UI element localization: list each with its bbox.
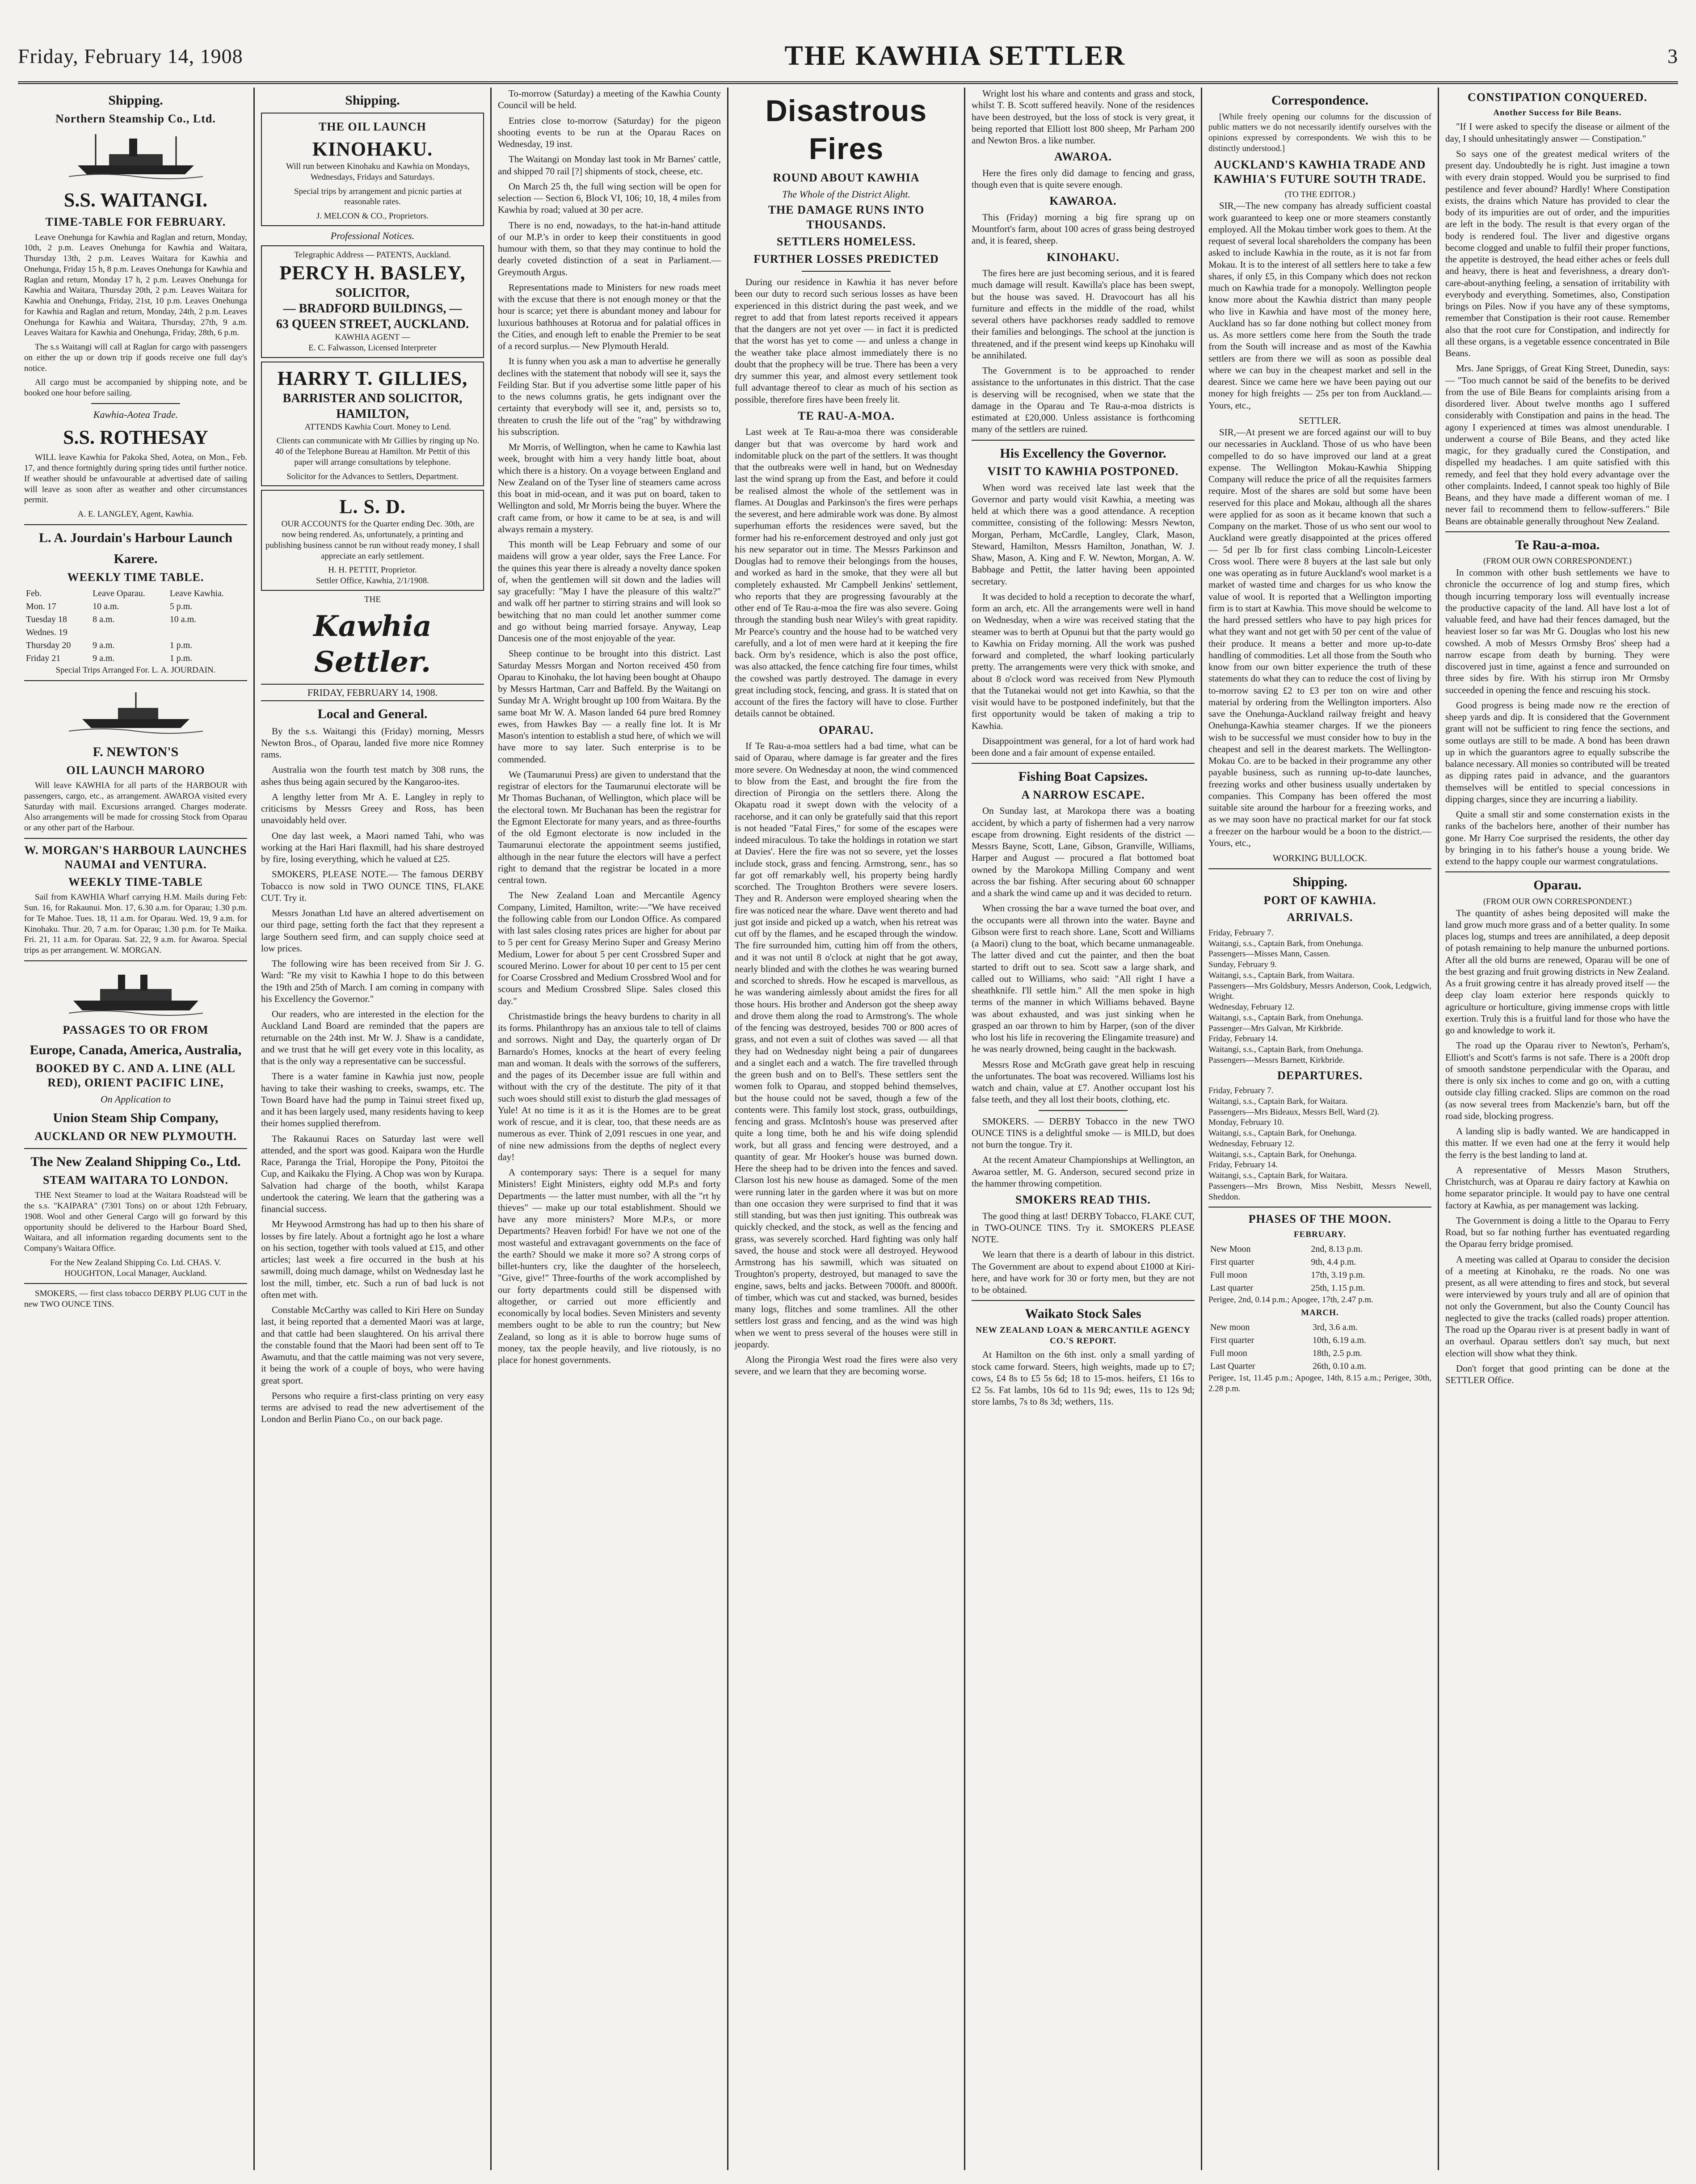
- shipping-heading: Shipping.: [345, 93, 400, 108]
- masthead-rule: [18, 81, 1678, 84]
- liner-illustration: [69, 966, 203, 1019]
- local-item: Entries close to-morrow (Saturday) for the pigeon shooting events to be run at the Oparau Races on Wednesday, 19 inst.: [498, 115, 721, 149]
- lsd-ad: [261, 490, 484, 591]
- table-cell: 26th, 0.10 a.m.: [1312, 1361, 1366, 1371]
- local-item: Australia won the fourth test match by 308 runs, the ashes thus being again secured by the Kangaroo-ites.: [261, 764, 484, 787]
- basley-ad: [261, 245, 484, 358]
- bile-beans-paragraph: So says one of the greatest medical writers of the present day. Undoubtedly he is right. Just imagine a town with every drain stopped. Would you be surprised to find pestilence and fever abound? Hardly! Where Constipation exists, the drains which Nature has provided to clear the body of its impurities are out of order, and the impurities are left in the body. The result is that every organ of the body is rendered foul. The liver and digestive organs become clogged and unable to fulfil their proper functions, the appetite is destroyed, the head either aches or feels dull and heavy, there is heat and feverishness, a dreary don't-care-about-anything feeling, a sensation of irritability with everybody and everything. Sometimes, also, Constipation brings on Piles. Now if you have any of these symptoms, remember that Constipation is their root cause. Remember also that the root cure for Constipation, and indirectly for all these organs, is a vegetable essence concentrated in Bile Beans.: [1445, 148, 1670, 358]
- oparau-paragraph: A landing slip is badly wanted. We are handicapped in this matter. If we even had one at the ferry it would help the ferry is the best landing to land at.: [1445, 1126, 1670, 1160]
- local-item: There is a water famine in Kawhia just now, people having to take their washing to creeks, swamps, etc. The Town Board have had the pump in Tainui street fixed up, and it has been largely used, many residents having to keep their homes supplied therefrom.: [261, 1071, 484, 1129]
- column-3: [492, 88, 728, 2170]
- newton-heading: F. NEWTON'S: [93, 745, 179, 759]
- local-item: On March 25 th, the full wing section will be open for selection — Section 6, Block VI, 106; 10, 18, 4 miles from Kawhia by road; valued at 30 per acre.: [498, 181, 721, 215]
- visit-subheading: VISIT TO KAWHIA POSTPONED.: [987, 465, 1179, 478]
- divider: [1445, 871, 1670, 872]
- local-item: Mr Heywood Armstrong has had up to then his share of losses by fire lately. About a fortnight ago he lost a whare on his section, together with tools valued at £15, and other articles; last week a fire occurred in the bush at his sawmill, doing much damage, whilst on Wednesday last he lost the mill, timber, etc. Such a run of bad luck is not often met with.: [261, 1219, 484, 1300]
- table-cell: Last quarter: [1210, 1283, 1254, 1293]
- table-header-cell: Leave Kawhia.: [169, 589, 224, 599]
- moon-heading: PHASES OF THE MOON.: [1248, 1212, 1392, 1226]
- jourdain-heading: L. A. Jourdain's Harbour Launch: [39, 530, 232, 545]
- divider: [24, 960, 247, 961]
- bile-beans-paragraph: Mrs. Jane Spriggs, of Great King Street, Dunedin, says:— "Too much cannot be said of the benefits to be derived from the use of Bile Beans for complaints arising from a disordered liver. About twelve months ago I suffered considerably with Constipation and pains in the head. The agony I experienced at times was almost unendurable. I underwent a course of Bile Beans, and they acted like magic, for they gradually cured the Constipation, and dispelled my headaches. I am quite satisfied with this remedy, and feel that they hold every advantage over the other complaints. Indeed, I cannot speak too highly of Bile Beans, and they have made a different woman of me. I never fail to recommend them to fellow-sufferers." Bile Beans are obtainable generally throughout New Zealand.: [1445, 363, 1670, 526]
- table-cell: 9 a.m.: [93, 640, 115, 651]
- divider: [24, 524, 247, 525]
- awaroa-subheading: AWAROA.: [1054, 150, 1112, 164]
- fishing-paragraph: On Sunday last, at Marokopa there was a boating accident, by which a party of fishermen had a very narrow escape from drowning. Eight residents of the district — Messrs Bayne, Scott, Lane, Gibson, Granville, Williams, Harper and August — procured a flat bottomed boat owned by the Marokopa Milling Company and went across the bar fishing. After securing about 60 schnapper and a shark the wind came up and it was decided to return.: [972, 805, 1195, 898]
- rothesay-heading: S.S. ROTHESAY: [63, 426, 208, 449]
- booked-by: BOOKED BY C. AND A. LINE (ALL RED), ORIENT PACIFIC LINE,: [36, 1061, 236, 1090]
- correspondence-heading: Correspondence.: [1271, 93, 1368, 108]
- fires-paragraph: If Te Rau-a-moa settlers had a bad time, what can be said of Oparau, where damage is far greater and the fires more severe. On Wednesday at noon, the wind commenced to blow from the East, and brought the fire from the direction of Pirongia on the settlers there. Along the Okapatu road it swept down with the velocity of a racehorse, and it can only be gratefully said that this report is not headed "Fatal Fires," for some of the escapes were indeed miraculous. To take the holdings in rotation we start at Davies'. Here the fire was not so severe, yet the losses include stock, grass and fencing. Armstrong, senr., has so far got off remarkably well, his property being hardly scorched. The Troughton Brothers were severe losers. They and R. Anderson were employed shearing when the fire was noticed near the whare. Dave went thereto and had just got inside and picked up a watch, when his retreat was cut off by the flames, and he escaped through the window. The fire surrounded him, cutting him off from the others, and it was not until 8 o'clock at night that he got away, nearly blinded and with the clothes he was wearing burned and scorched to shreds. How he escaped is marvellous, as he was wandering aimlessly about amidst the fires for all those hours. His brother and Anderson got the sheep away and drove them along the road to Armstrong's. The whole of the fencing was destroyed, besides 700 or 800 acres of grass, and not even a suit of clothes was saved — all that they had on Wednesday night being a pair of dungarees and a singlet each and a watch. The fire travelled through the green bush and on to Bell's. These settlers sent the women folk to Oparau, and stopped behind themselves, but the house could not be saved, though a few of the contents were. This family lost stock, grass, outbuildings, fencing and grass. McIntosh's house was preserved after quite a long time, both he and his wife doing splendid work, but all grass and fencing were destroyed, and a quantity of gear. Mr Hooker's house was burned down. Here the sheep had to be driven into the fences and saved. Clarson lost his new house as damaged. Some of the men were running later in the garden where it was but on more than one occasion they were surprised to find that it was still standing, but was then just igniting. This outbreak was quickly checked, and the stock, as well as the fencing and grass, was severely scorched. Hard fighting was only half saved, the house and stock were all destroyed. Heywood Armstrong has his sawmill, which was situated on Troughton's property, destroyed, but managed to save the engine, saws, belts and jacks. Between 7000ft. and 8000ft. of timber, which was cut and stacked, was burned, besides many logs, flitches and some tramlines. All the other settlers lost grass and fencing, and as the wind was high when we went to press several of the houses were still in jeopardy.: [735, 741, 958, 1350]
- kawhia-agent: KAWHIA AGENT —: [335, 332, 410, 342]
- local-item: Representations made to Ministers for new roads meet with the excuse that there is not enough money or that the hour is scarce; yet there is abundant money and labour for luxurious bathhouses at Rotorua and for palatial offices in the Cities, and enough left to enable the Premier to be seat of a record surplus.— New Plymouth Herald.: [498, 282, 721, 351]
- arrival-entry: Waitangi, s.s., Captain Bark, from Onehunga.: [1208, 1013, 1364, 1023]
- divider: [24, 838, 247, 839]
- bradford-buildings: — BRADFORD BUILDINGS, —: [283, 302, 462, 316]
- table-cell: 9 a.m.: [93, 653, 115, 664]
- departures-heading: DEPARTURES.: [1277, 1069, 1363, 1082]
- karere-heading: Karere.: [114, 551, 158, 567]
- cargo-note: All cargo must be accompanied by shipping note, and be booked one hour before sailing.: [24, 378, 247, 398]
- raglan-note: The s.s Waitangi will call at Raglan for cargo with passengers on either the up or down trip if goods receive one full day's notice.: [24, 342, 247, 373]
- masthead: [18, 31, 1678, 80]
- raumoa-paragraph: In common with other bush settlements we have to chronicle the occurrence of log and stump fires, which though incurring temporary loss will eventually increase the productive capacity of the land. All have lost a lot of valuable feed, and have had their fences damaged, but the heaviest loser so far was Mr G. Douglas who lost his new cowshed. A mob of Messrs Ormsby Bros' sheep had a narrow escape from death by burning. They were discovered just in time, against a fence and surrounded on three sides by fire. With his stirrup iron Mr Ormsby succeeded in opening the fence and rescuing his stock.: [1445, 567, 1670, 695]
- table-cell: New Moon: [1210, 1244, 1251, 1254]
- table-row: [1208, 1334, 1431, 1347]
- departure-entry: Friday, February 7.: [1208, 1086, 1274, 1095]
- divider: [1208, 1207, 1431, 1208]
- stock-sales-sub: NEW ZEALAND LOAN & MERCANTILE AGENCY CO.'S REPORT.: [976, 1325, 1191, 1346]
- oparau-subheading: OPARAU.: [819, 723, 874, 736]
- table-cell: Last Quarter: [1210, 1361, 1255, 1371]
- fires-deck: THE DAMAGE RUNS INTO THOUSANDS.: [768, 203, 925, 231]
- arrival-entry: Friday, February 14.: [1208, 1034, 1278, 1044]
- local-item: Our readers, who are interested in the election for the Auckland Land Board are reminded that the papers are returnable on the 24th inst. Mr W. J. Shaw is a candidate, and we trust that he will get every vote in this locality, as that is the only way a representative can be successful.: [261, 1009, 484, 1066]
- departure-entry: Monday, February 10.: [1208, 1118, 1284, 1128]
- gillies-name: HARRY T. GILLIES,: [277, 367, 468, 389]
- departure-entry: Wednesday, February 12.: [1208, 1139, 1295, 1149]
- fires-headline: Disastrous Fires: [765, 94, 927, 166]
- table-cell: 8 a.m.: [93, 614, 115, 625]
- local-item: This month will be Leap February and some of our maidens will grow a year older, says the Free Lance. For the quines this year there is already a novelty dance spoken of, when the gentlemen will sit down and the ladies will say gracefully: "May I have the pleasure of this waltz?" and walk off her partner to stirring strains and will look so bewitching that no man could let another summer come and go without being married forsaye. Anyway, Leap Dancesis one of the most enjoyable of the year.: [498, 539, 721, 644]
- local-item: Constable McCarthy was called to Kiri Here on Sunday last, it being reported that a demented Maori was at large, and that cattle had been slaughtered. On his arrival there the constable found that the Maori had been sent off to Te Awamutu, and that the cattle maiming was not very severe, it being the work of a couple of boys, who were having great sport.: [261, 1305, 484, 1386]
- local-item: A contemporary says: There is a sequel for many Ministers! Eight Ministers, eighty odd M.P.s and forty Departments — the latter must number, with all the "rt hy thieves" — make up our total establishment. Should we have any more ministers? More M.P.s, or more Departments? Heaven forbid! For have we not one of the most wasteful and extravagant governments on the face of the earth? Should we make it more so? A strong corps of billet-hunters cry, like the daughter of the horseleech, "Give, give!" Three-fourths of the work accomplished by our forty departments could still be dispensed with altogether, or carried out more efficiently and economically by local bodies. Seven Ministers and seventy members ought to be able to run the country; but New Zealand, so long as it is able to borrow huge sums of money, tax the people heavily, and live riotously, is no place for honest governments.: [498, 1167, 721, 1365]
- gillies-ad: [261, 362, 484, 487]
- departure-entry: Friday, February 14.: [1208, 1160, 1278, 1170]
- constipation-heading: CONSTIPATION CONQUERED.: [1468, 91, 1647, 104]
- divider: [972, 1300, 1195, 1301]
- fires-paragraph: During our residence in Kawhia it has never before been our duty to record such serious losses as have been experienced in this district during the past week, and we regret to add that from latest reports received it appears that the dangers are not yet over — in fact it is predicted that the worst has yet to come — and unless a change in the weather take place almost immediately there is no doubt that the prophecy will be true. There has been a very dry summer this year, and almost every settlement took full advantage thereof to clear as much of his section as possible, therefore fires have been freely lit.: [735, 277, 958, 405]
- local-item: The following wire has been received from Sir J. G. Ward: "Re my visit to Kawhia I hope to do this between the 19th and 25th of March. I am coming in company with his Excellency the Governor.": [261, 958, 484, 1004]
- table-row: [1208, 1256, 1431, 1269]
- perigee-mar: Perigee, 1st, 11.45 p.m.; Apogee, 14th, 8.15 a.m.; Perigee, 30th, 2.28 p.m.: [1208, 1373, 1431, 1393]
- column-7: [1439, 88, 1676, 2170]
- column-5: [965, 88, 1202, 2170]
- table-cell: 1 p.m.: [169, 653, 193, 664]
- constipation-sub: Another Success for Bile Beans.: [1493, 108, 1622, 118]
- local-item: By the s.s. Waitangi this (Friday) morning, Messrs Newton Bros., of Oparau, landed five more nice Romney rams.: [261, 725, 484, 760]
- maroro-heading: OIL LAUNCH MARORO: [66, 763, 205, 777]
- oparau-paragraph: The Government is doing a little to the Oparau to Ferry Road, but so far nothing further has eventuated regarding the Oparau ferry bridge promised.: [1445, 1215, 1670, 1250]
- timetable-text: Leave Onehunga for Kawhia and Raglan and return, Monday, 10th, 2 p.m. Leaves Onehunga for Kawhia and Waitara, Thursday 13th, 2 p.m. Leaves Waitara for Kawhia and Onehunga, Friday 15 h, 8 p.m. Leaves Onehunga for Kawhia and Raglan and return, Monday 17 h, 2 p.m. Leaves Onehunga for Kawhia and Waitara, Thursday 20th, 2 p.m. Leaves Waitara for Kawhia and Onehunga, Friday, 21st, 10 p.m. Leaves Onehunga for Kawhia and Raglan and return, Monday, 24th, 2 p.m. Leaves Onehunga for Kawhia and Waitara, Thursday, 27th, 9 a.m. Leaves Waitara for Kawhia and Onehunga, Friday, 28th, 6 p.m.: [24, 232, 247, 338]
- professional-heading: Professional Notices.: [330, 230, 415, 241]
- stock-sales-text: At Hamilton on the 6th inst. only a small yarding of stock came forward. Steers, high weights, made up to £7; cows, £4 8s to £5 5s 6d; 18 to 15-mos. heifers, £1 16s to £2 5s. Fat lambs, 10s 6d to 11s 9d; ewes, 11s to 12s 9d; store lambs, 7s to 8s 3d; wethers, 11s.: [972, 1349, 1195, 1407]
- oparau-paragraph: The quantity of ashes being deposited will make the land grow much more grass and of a better quality. In some places log, stumps and trees are annihilated, a deep deposit of potash remaining to help manure the unburned portions. After all the old burns are renewed, Oparau will be one of the best grazing and fruit growing districts in New Zealand. As a fruit growing centre it has already proved itself — the deep clay loam exterior here responds quickly to agriculture or horticulture, giving immense crops with little exertion. Truly this is a fruitful land for those who have the go and knowledge to work it.: [1445, 907, 1670, 1035]
- hamilton: HAMILTON,: [336, 407, 409, 421]
- smokers-read-heading: SMOKERS READ THIS.: [1015, 1193, 1151, 1206]
- masthead-date: Friday, February 14, 1908: [18, 44, 243, 67]
- fires-paragraph: Along the Pirongia West road the fires were also very severe, and we learn that they are becoming worse.: [735, 1354, 958, 1377]
- table-cell: [168, 626, 247, 639]
- maroro-text: Will leave KAWHIA for all parts of the HARBOUR with passengers, cargo, etc., as arrangement. AWAROA visited every Saturday with mail. Excursions arranged. Charges moderate. Also arrangements will be made for crossing Stock from Oparau or any other part of the Harbour.: [24, 781, 247, 833]
- oparau-paragraph: A representative of Messrs Mason Struthers, Christchurch, was at Oparau re dairy factory at Kawhia on home separator principle. It would pay to have one central factory at Kawhia, as per management was lacking.: [1445, 1164, 1670, 1211]
- settler-office: Settler Office, Kawhia, 2/1/1908.: [316, 576, 429, 585]
- table-cell: New moon: [1210, 1322, 1250, 1332]
- table-row: [24, 600, 247, 613]
- raumoa-paragraph: Good progress is being made now re the erection of sheep yards and dip. It is considered that the Government grant will not be sufficient to ring fence the sections, and some outlays are still to be made. A bond has been drawn up in which the guarantors agree to equally subscribe the balance necessary. All monies so contributed will be treated as dipping rates paid in advance, and the guarantors themselves will be entitled to special concessions in dipping charges, since they are incurring a liability.: [1445, 699, 1670, 804]
- table-row: [1208, 1282, 1431, 1295]
- table-cell: First quarter: [1210, 1257, 1254, 1267]
- fires-deck: SETTLERS HOMELESS.: [776, 235, 916, 248]
- divider: [972, 440, 1195, 441]
- local-general-heading: Local and General.: [317, 707, 428, 721]
- letter-signature: SETTLER.: [1298, 415, 1342, 426]
- table-header-cell: Leave Oparau.: [93, 589, 145, 599]
- morgan-heading: W. MORGAN'S HARBOUR LAUNCHES NAUMAI and VENTURA.: [24, 843, 247, 871]
- raumoa-paragraph: Quite a small stir and some consternation exists in the ranks of the bachelors here, another of their number has gone. Mr Harry Coe surprised the residents, the other day by bringing in to his father's house a young bride. We extend to the happy couple our warmest congratulations.: [1445, 809, 1670, 867]
- column-6: [1202, 88, 1439, 2170]
- launch-heading: THE OIL LAUNCH: [319, 120, 426, 133]
- departure-entry: Passengers—Mrs Brown, Miss Nesbitt, Messrs Newell, Sheddon.: [1208, 1181, 1431, 1202]
- company-name: Northern Steamship Co., Ltd.: [55, 112, 216, 125]
- arrival-entry: Passengers—Misses Mann, Cassen.: [1208, 949, 1330, 959]
- table-cell: 25th, 1.15 p.m.: [1311, 1283, 1365, 1293]
- smokers-ad: SMOKERS. — DERBY Tobacco in the new TWO OUNCE TINS is a delightful smoke — is MILD, but does not burn the tongue. Try it.: [972, 1115, 1195, 1150]
- newspaper-columns: [18, 88, 1678, 2170]
- steamship-illustration: [69, 130, 203, 183]
- kinohaku-subheading: KINOHAKU.: [1047, 250, 1119, 264]
- lsd-text: OUR ACCOUNTS for the Quarter ending Dec. 30th, are now being rendered. As, unfortunately, a printing and publishing business cannot be run without ready money, I shall appreciate an early settlement.: [265, 519, 480, 561]
- table-cell: Wednes. 19: [26, 627, 67, 638]
- fires-paragraph: The Government is to be approached to render assistance to the unfortunates in this district. That the case is deserving will be recognised, when we state that the damage in the Oparau and Te Rau-a-moa districts is estimated at £20,000. Unless assistance is forthcoming many of the settlers are ruined.: [972, 365, 1195, 435]
- local-item: The New Zealand Loan and Mercantile Agency Company, Limited, Hamilton, write:—"We have received the following cable from our London Office. As compared with last sales closing rates prices are higher for about par to 5 per cent for Greasy Merino Super and Greasy Merino Medium, Lower for about 5 per cent Crossbred Super and scoured Merino. Lower for about 10 per cent to 15 per cent for Coarse Crossbred and Medium Crossbred Wool and for scours and Medium Crossbred Slipe. Sales closed this day.": [498, 890, 721, 1006]
- proprietors: J. MELCON & CO., Proprietors.: [316, 211, 429, 221]
- fires-deck: FURTHER LOSSES PREDICTED: [753, 252, 939, 265]
- local-item: Messrs Jonathan Ltd have an altered advertisement on our third page, setting forth the fact that they represent a large Southern seed firm, and can supply choice seed at low prices.: [261, 908, 484, 954]
- paper-title: Kawhia Settler.: [313, 609, 432, 679]
- local-item: A lengthy letter from Mr A. E. Langley in reply to criticisms by Messrs Greey and Ross, has been unavoidably held over.: [261, 791, 484, 826]
- arrival-entry: Waitangi, s.s., Captain Bark, from Waitara.: [1208, 970, 1355, 980]
- local-item: The Waitangi on Monday last took in Mr Barnes' cattle, and shipped 70 rail [?] shipments of stock, cheese, etc.: [498, 154, 721, 177]
- local-item: To-morrow (Saturday) a meeting of the Kawhia County Council will be held.: [498, 88, 721, 111]
- column-1: [18, 88, 255, 2170]
- raumoa-heading: Te Rau-a-moa.: [1515, 537, 1600, 552]
- table-row: [24, 626, 247, 639]
- local-item: The Rakaunui Races on Saturday last were well attended, and the sport was good. Kaipara won the Hurdle Race, Paranga the Trial, Horopipe the Pony, Pitoitoi the Cup, and Kaikaku the Flying. A Chop was won by Kurapa. Salvation had charge of the booth, whilst Karapa undertook the catering. We learn that the gathering was a financial success.: [261, 1133, 484, 1214]
- labour-item: We learn that there is a dearth of labour in this district. The Government are about to expend about £1000 at Kiri-here, and have work for 30 or forty men, but they are not to be obtained.: [972, 1249, 1195, 1295]
- fishing-paragraph: When crossing the bar a wave turned the boat over, and the occupants were all thrown into the water. Bayne and Gibson were first to reach shore. Lane, Scott and Williams (a Maori) clung to the boat, which became unmanageable. The latter dived and cut the painter, and then the boat started to drift out to sea. Scott saw a large shark, and called out to Williams, who said: "All right I have a sheathknife. I'll settle him." All the men spoke in high terms of the manner in which Williams behaved. Bayne was about exhausted, and was just sinking when he grasped an oar thrown to him by Harper, (son of the diver who lost his life in recovering the Elingamite treasure) and he was nearly drowned, being caught in the backwash.: [972, 903, 1195, 1055]
- table-cell: 17th, 3.19 p.m.: [1311, 1270, 1365, 1280]
- fires-deck: ROUND ABOUT KAWHIA: [773, 171, 920, 184]
- fires-paragraph: Here the fires only did damage to fencing and grass, though even that is quite severe enough.: [972, 167, 1195, 190]
- arrival-entry: Waitangi, s.s., Captain Bark, from Onehunga.: [1208, 938, 1364, 948]
- divider: [91, 403, 181, 404]
- oparau-paragraph: The road up the Oparau river to Newton's, Perham's, Elliott's and Scott's farms is not safe. There is a 200ft drop of smooth sandstone perpendicular with the Oparau, and there is only six inches to come and go on, with a cutting outside clay filling cracked. Slips are common on the road (as now several trees from Mackenzie's barn, but off the road side, blocking progress.: [1445, 1040, 1670, 1121]
- narrow-escape-subheading: A NARROW ESCAPE.: [1021, 788, 1145, 801]
- passages-heading: PASSAGES TO OR FROM: [63, 1023, 209, 1036]
- table-cell: 18th, 2.5 p.m.: [1312, 1348, 1363, 1358]
- departure-entry: Passengers—Mrs Bideaux, Messrs Bell, Ward (2).: [1208, 1107, 1380, 1117]
- table-cell: 10th, 6.19 a.m.: [1312, 1335, 1366, 1345]
- table-cell: 10 a.m.: [169, 614, 197, 625]
- houghton-signature: For the New Zealand Shipping Co. Ltd. CHAS. V. HOUGHTON, Local Manager, Auckland.: [50, 1258, 221, 1278]
- kawaroa-subheading: KAWAROA.: [1049, 194, 1117, 208]
- aotea-heading: Kawhia-Aotea Trade.: [93, 408, 178, 420]
- column-2: [255, 88, 492, 2170]
- divider: [1039, 1110, 1128, 1111]
- launch-illustration: [69, 686, 203, 739]
- oparau-paragraph: A meeting was called at Oparau to consider the decision of a meeting at Kinohaku, re the roads. No one was present, as all were attending to fires and stock, but several were interviewed by yours truly and all are of opinion that not only the Government, but also the County Council has neglected to give the tracks (called roads) proper attention. The road up the Oparau river is at present badly in want of an overhaul. Oparau settlers don't say much, but next election will show what they think.: [1445, 1254, 1670, 1359]
- local-item: It is funny when you ask a man to advertise he generally declines with the statement that nobody will see it, says the Feilding Star. But if you advertise some little paper of his to the news columns gratis, he gets indignant over the certainty that everybody will see it, and, persists so to, threaten to crush the life out of the "rag" by withdrawing his subscription.: [498, 356, 721, 437]
- divider: [1208, 868, 1431, 869]
- table-cell: 5 p.m.: [169, 602, 193, 612]
- rothesay-text: WILL leave Kawhia for Pakoka Shed, Aotea, on Mon., Feb. 17, and thence fortnightly during spring tides until further notice. If weather should be unfavourable at advertised date of sailing will leave as soon after as weather and other circumstances permit.: [24, 453, 247, 505]
- table-cell: 2nd, 8.13 p.m.: [1311, 1244, 1363, 1254]
- local-item: Sheep continue to be brought into this district. Last Saturday Messrs Morgan and Norton received 450 from Oparau to Kinohaku, the lot having been bought at Ohaupo by Messrs Hartman, Carr and Baffeld. By the Waitangi on Sunday Mr A. Wright brought up 100 from Waitara. By the same boat Mr W. A. Mason landed 64 pure bred Romney ewes, from Hawkes Bay — a really fine lot. It is Mr Mason's intention to establish a stud here, of which we will have more to say later. Such enterprise is to be commended.: [498, 648, 721, 765]
- governor-heading: His Excellency the Governor.: [1000, 446, 1166, 461]
- raumoa-subheading: TE RAU-A-MOA.: [798, 409, 895, 422]
- morgan-timetable-heading: WEEKLY TIME-TABLE: [68, 875, 203, 888]
- governor-paragraph: When word was received late last week that the Governor and party would visit Kawhia, a meeting was held at which there was a good attendance. A reception committee, consisting of the following: Messrs Newton, Morgan, Perham, McCardle, Langley, Clark, Mason, Steward, Hamilton, Messrs Hamilton, Jonathan, W. J. Shaw, Mason, A. King and F. W. Newton, Morgan, A. W. Babbage and Pettit, the latter having been appointed secretary.: [972, 482, 1195, 587]
- divider: [24, 1148, 247, 1149]
- steam-waitara-heading: STEAM WAITARA TO LONDON.: [42, 1173, 229, 1187]
- fires-paragraph: The fires here are just becoming serious, and it is feared much damage will result. Kawilla's place has been swept, but the house was saved. H. Dravocourt has all his furniture and effects in the middle of the road, whilst several others have packhorses ready saddled to remove their families and belongings. The school at the junction is threatened, and if the present wind keeps up Kinohaku will be annihilated.: [972, 268, 1195, 361]
- table-row: [1208, 1269, 1431, 1282]
- advances-text: Solicitor for the Advances to Settlers, Department.: [286, 471, 459, 481]
- fires-paragraph: This (Friday) morning a big fire sprang up on Mountfort's farm, about 100 acres of grass being destroyed and, it is feared, sheep.: [972, 211, 1195, 246]
- table-cell: 3rd, 3.6 a.m.: [1312, 1322, 1358, 1332]
- departure-entry: Waitangi, s.s., Captain Bark, for Onehunga.: [1208, 1149, 1357, 1159]
- letter-paragraph: SIR,—The new company has already sufficient coastal work guaranteed to keep one or more steamers constantly employed. All the Mokau timber work goes to them. At the request of several local shareholders the company has been asked to include Kawhia in the route, as it is not far from Mokau. It is to the interest of all settlers here to take a few shares, if only £5, in this Company which does not reckon much on Kawhia trade for a monopoly. Wellington people know more about the Kawhia district than many people who live in Kawhia and have most of the money here, Auckland has so far done nothing but collect money from us. As more settlers come here from the South the trade from the South will increase and as most of the Kawhia settlers are from there we will as soon as possible deal where we can buy in the cheapest market and sell in the dearest. Since we came here we have been paying out our money for high freights — 25s per ton from Auckland.— Yours, etc.,: [1208, 200, 1431, 411]
- masthead-page: 3: [1667, 44, 1678, 67]
- arrival-entry: Waitangi, s.s., Captain Bark, from Onehunga.: [1208, 1045, 1364, 1054]
- local-item: We (Taumarunui Press) are given to understand that the registrar of electors for the Taumarunui electorate will be Mr Thomas Buchanan, of Wellington, which place will be the electoral town. Mr Buchanan has been the registrar for the Egmont Electorate for many years, and as three-fourths of the old Egmont electorate is now included in the Taumarunui electorate the appointment seems justified, although in the near future the electors will have a perfect right to demand that the registrar be located in a more central town.: [498, 769, 721, 885]
- table-row: [24, 613, 247, 626]
- langley-signature: A. E. LANGLEY, Agent, Kawhia.: [77, 509, 194, 519]
- issue-dateline: FRIDAY, FEBRUARY 14, 1908.: [261, 684, 484, 702]
- own-correspondent: (FROM OUR OWN CORRESPONDENT.): [1483, 556, 1632, 566]
- oparau-paragraph: Don't forget that good printing can be done at the SETTLER Office.: [1445, 1363, 1670, 1385]
- bile-beans-paragraph: "If I were asked to specify the disease or ailment of the day, I should unhesitatingly answer — Constipation.": [1445, 121, 1670, 144]
- divider: [802, 271, 891, 272]
- falwasson: E. C. Falwasson, Licensed Interpreter: [308, 343, 437, 353]
- own-correspondent: (FROM OUR OWN CORRESPONDENT.): [1483, 896, 1632, 906]
- arrival-entry: Wednesday, February 12.: [1208, 1002, 1295, 1012]
- governor-paragraph: Disappointment was general, for a lot of hard work had been done and a fair amount of expense entailed.: [972, 735, 1195, 758]
- timetable-heading: TIME-TABLE FOR FEBRUARY.: [45, 215, 226, 228]
- championship-item: At the recent Amateur Championships at Wellington, an Awaroa settler, M. G. Anderson, secured second prize in the hammer throwing competition.: [972, 1154, 1195, 1189]
- arrival-entry: Friday, February 7.: [1208, 928, 1274, 938]
- to-editor: (TO THE EDITOR.): [1284, 189, 1355, 199]
- kinohaku-sub: Special trips by arrangement and picnic parties at reasonable rates.: [294, 186, 462, 207]
- arrivals-heading: ARRIVALS.: [1287, 911, 1353, 924]
- table-row: [1208, 1321, 1431, 1334]
- table-cell: Full moon: [1210, 1348, 1247, 1358]
- trade-heading: AUCKLAND'S KAWHIA TRADE AND KAWHIA'S FUTURE SOUTH TRADE.: [1213, 158, 1427, 185]
- march-heading: MARCH.: [1301, 1308, 1339, 1318]
- application-line: On Application to: [100, 1093, 171, 1105]
- morgan-text: Sail from KAWHIA Wharf carrying H.M. Mails during Feb: Sun. 16, for Rakaunui. Mon. 17, 6.30 a.m. for Oparau; 1.30 p.m. for Te Mahoe. Tues. 18, 11 a.m. for Oparau. Wed. 19, 9 a.m. for Kinohaku. Thur. 20, 7 a.m. for Oparau; 1.30 p.m. for Te Maika. Fri. 21, 11 a.m. for Oparau. Sat. 22, 9 a.m. for Awaroa. Special trips as per arrangement. W. MORGAN.: [24, 892, 247, 955]
- table-cell: 9th, 4.4 p.m.: [1311, 1257, 1356, 1267]
- fires-paragraph: Last week at Te Rau-a-moa there was considerable danger but that was overcome by hard work and indomitable pluck on the part of the settlers. It was thought that the outbreaks were well in hand, but on Wednesday last the wind sprang up from the East, and before it could be realised almost the whole of the settlement was in flames. At Douglas and Parkinson's the fires were perhaps the severest, and here admirable work was done. By almost superhuman efforts the residences were saved, but the former had his re-enforcement destroyed and only just got his new separator out in time. The Messrs Parkinson and Douglas had to remove their belongings from the houses, and worked as hard in the smoke, that they were all but completely exhausted. Mr Campbell Jenkins' settlement, who reports that they are progressing favourably at the other end of Te Rau-a-moa the fire was also severe. Going through the standing bush near Wiley's with great rapidity. Mr Pearce's country and the house had to be watched very carefully, and a lot of men were hard at it keeping the fire back. Orm by's residence, which is also the post office, was also attacked, the fence catching fire four times, whilst the cowshed was partly destroyed. The damage in every great including stock, fencing, and grass. It is stated that on account of the fires the factory will have to close. Further details cannot be obtained.: [735, 426, 958, 719]
- ship-name: S.S. WAITANGI.: [63, 189, 208, 211]
- divider: [972, 763, 1195, 764]
- nz-shipping-heading: The New Zealand Shipping Co., Ltd.: [30, 1154, 241, 1170]
- divider: [24, 1283, 247, 1284]
- table-row: [24, 652, 247, 665]
- weekly-timetable-heading: WEEKLY TIME TABLE.: [67, 570, 204, 584]
- local-item: Christmastide brings the heavy burdens to charity in all its forms. Philanthropy has an anxious tale to tell of claims and sorrows. Night and Day, the quarterly organ of Dr Barnardo's Homes, knocks at the heart of every feeling man and woman. It deals with the sorrows of the sufferers, and the pages of its December issue are full within and without with the cry of the destitute. The pity of it that such woes should still exist to disturb the glad messages of Yule! At no time is it as it is the Homes are to be great work of rescue, and it is clear, too, that these needs are as numerous as ever. Think of 2,091 rescues in one year, and of nine new admissions from the depths of neglect every day!: [498, 1010, 721, 1162]
- table-cell: Mon. 17: [26, 602, 56, 612]
- telegraphic-address: Telegraphic Address — PATENTS, Auckland.: [294, 250, 451, 260]
- arrival-entry: Passenger—Mrs Galvan, Mr Kirkbride.: [1208, 1023, 1343, 1033]
- solicitor-title: SOLICITOR,: [335, 286, 410, 300]
- table-row: [1208, 1243, 1431, 1256]
- local-item: There is no end, nowadays, to the hat-in-hand attitude of our M.P.'s in order to keep their constituents in good humour with them, so that they may continue to hold the dearly coveted distinction of a seat in Parliament.— Greymouth Argus.: [498, 219, 721, 278]
- fishing-heading: Fishing Boat Capsizes.: [1018, 769, 1148, 784]
- local-item: One day last week, a Maori named Tahi, who was working at the Hari Hari flaxmill, had his share destroyed by fire, losing everything, which he valued at £25.: [261, 830, 484, 864]
- table-row: [1208, 1347, 1431, 1360]
- february-heading: FEBRUARY.: [1294, 1229, 1346, 1239]
- column-4: [728, 88, 965, 2170]
- shipping-heading: Shipping.: [108, 93, 163, 108]
- the-label: THE: [364, 594, 381, 604]
- departure-entry: Waitangi, s.s., Captain Bark, for Waitara.: [1208, 1096, 1348, 1106]
- table-header-cell: Feb.: [26, 589, 42, 599]
- queen-street: 63 QUEEN STREET, AUCKLAND.: [276, 317, 469, 331]
- special-trips: Special Trips Arranged For. L. A. JOURDAIN.: [55, 665, 216, 675]
- arrival-entry: Passengers—Mrs Goldsbury, Messrs Anderson, Cook, Ledgwich, Wright.: [1208, 981, 1431, 1002]
- table-header-row: [24, 587, 247, 600]
- divider: [1445, 531, 1670, 532]
- stock-sales-heading: Waikato Stock Sales: [1025, 1306, 1141, 1321]
- launch-timetable: [24, 587, 247, 665]
- governor-paragraph: It was decided to hold a reception to decorate the wharf, form an arch, etc. All the arrangements were well in hand on Wednesday, when a wire was received stating that the steamer was to berth at Opunui but that the party would go to Kawhia on Friday morning. All the work was pushed forward and completed, the wharf looking particularly pretty. The arrangements were very thick with smoke, and about 8 o'clock word was received from New Plymouth that the Tutanekai would not get into Kawhia, so that the visit would have to be postponed indefinitely, but that the first opportunity would be taken of making a trip to Kawhia.: [972, 591, 1195, 731]
- correspondence-note: [While freely opening our columns for the discussion of public matters we do not necessarily identify ourselves with the opinions expressed by correspondents. We wish this to be distinctly understood.]: [1208, 112, 1431, 153]
- table-cell: Thursday 20: [26, 640, 71, 651]
- union-location: AUCKLAND OR NEW PLYMOUTH.: [34, 1129, 237, 1143]
- local-item: Persons who require a first-class printing on very easy terms are advised to read the new advertisement of the London and Berlin Piano Co., on our back page.: [261, 1390, 484, 1425]
- kinohaku-ad: [261, 113, 484, 226]
- basley-name: PERCY H. BASLEY,: [279, 262, 466, 284]
- kinohaku-text: Will run between Kinohaku and Kawhia on Mondays, Wednesdays, Fridays and Saturdays.: [286, 162, 470, 182]
- table-row: [24, 639, 247, 652]
- arrival-entry: Passengers—Messrs Barnett, Kirkbride.: [1208, 1055, 1345, 1065]
- table-cell: Tuesday 18: [26, 614, 67, 625]
- departure-entry: Waitangi, s.s., Captain Bark, for Waitara.: [1208, 1171, 1348, 1180]
- kaipara-text: THE Next Steamer to load at the Waitara Roadstead will be the s.s. "KAIPARA" (7301 Tons) on or about 12th February, 1908. Wool and other General Cargo will go forward by this opportunity should be delivered to the Harbour Board Shed, Waitara, and all information regarding documents sent to the Company's Waitara Office.: [24, 1191, 247, 1253]
- moon-table-mar: [1208, 1321, 1431, 1373]
- attends-text: ATTENDS Kawhia Court. Money to Lend.: [304, 422, 451, 432]
- fires-deck: The Whole of the District Alight.: [782, 188, 910, 200]
- moon-table-feb: [1208, 1243, 1431, 1295]
- shipping-heading: Shipping.: [1292, 875, 1347, 890]
- table-row: [1208, 1360, 1431, 1373]
- table-cell: First quarter: [1210, 1335, 1254, 1345]
- table-cell: Full moon: [1210, 1270, 1247, 1280]
- lsd-heading: L. S. D.: [339, 496, 406, 518]
- letter-paragraph: SIR,—At present we are forced against our will to buy our necessaries in Auckland. Those of us who have been compelled to do so have improved our land at a great expense. The Wellington Mokau-Kawhia Shipping Company will reduce the price of all the requisites farmers require. Most of the shares are sold but some have been reserved for this place and Mokau, although all the shares were applied for as soon as it became known that such a Company on the market. Those of us who sent our wool to Auckland were greatly disappointed at the prices offered — 5d per lb for first class combing Lincoln-Leicester Cross wool. There were 8 buyers at the last sale but only one was operating as in future Auckland's wool market is a market of wasted time and charges for us who know the value of wool. It is reported that a Wellington importing firm is to start at Kawhia. This move should be welcome to the hard pressed settlers who have to pay high prices for what they want and not get with 50 per cent of the value of their produce. It means a better and more up-to-date handling of commodities. Let all those from the South who know from our own bitter experience the truth of these statements do what they can to reduce the cost of living by to-morrow saving £2 to £3 per ton on wire and other material by ordering from the Wellington importers. Also save the Onehunga-Auckland railway freight and heavy Onehunga-Kawhia steamer charges. If we the pioneers wish to be successful we must consider how to buy in the cheapest and sell in the dearest markets. The Wellington-Mokau Co. are to be backed in their programme any other payable business, such as running up-to-date launches, freezing works and other business usually undertaken by companies. This Company has been offered the most suitable site around the harbour for a freezing works, and as we may soon have no practical market for our fat stock a freezer on the harbour would be a boon to the district.— Yours, etc.,: [1208, 427, 1431, 848]
- departure-entry: Waitangi, s.s., Captain Bark, for Onehunga.: [1208, 1128, 1357, 1138]
- arrival-entry: Sunday, February 9.: [1208, 960, 1277, 969]
- local-item: Mr Morris, of Wellington, when he came to Kawhia last week, brought with him a very handy little boat, about which there is a history. On a voyage between England and New Zealand on of the Tyser line of steamers came across this boat in mid-ocean, and it was put on board, taken to Wellington and sold, Mr Morris being the buyer. Where the craft came from, or how it came to be at sea, is and will always remain a mystery.: [498, 442, 721, 534]
- union-company: Union Steam Ship Company,: [53, 1111, 219, 1126]
- masthead-title: THE KAWHIA SETTLER: [784, 40, 1126, 71]
- table-cell: 10 a.m.: [93, 602, 119, 612]
- europe-heading: Europe, Canada, America, Australia,: [29, 1043, 242, 1058]
- divider: [24, 680, 247, 681]
- letter-signature: WORKING BULLOCK.: [1272, 853, 1368, 863]
- table-cell: Friday 21: [26, 653, 61, 664]
- oparau-heading: Oparau.: [1533, 878, 1582, 893]
- smokers-notice: SMOKERS, PLEASE NOTE.— The famous DERBY Tobacco is now sold in TWO OUNCE TINS, FLAKE CUT. Try it.: [261, 869, 484, 903]
- gillies-text: Clients can communicate with Mr Gillies by ringing up No. 40 of the Telephone Bureau at Hamilton. Mr Pettit of this paper will arrange consultations by telephone.: [275, 436, 480, 467]
- port-heading: PORT OF KAWHIA.: [1263, 893, 1376, 907]
- smokers-ad: SMOKERS, — first class tobacco DERBY PLUG CUT in the new TWO OUNCE TINS.: [24, 1289, 247, 1309]
- pettit-signature: H. H. PETTIT, Proprietor.: [328, 565, 417, 575]
- barrister-title: BARRISTER AND SOLICITOR,: [282, 391, 463, 405]
- table-cell: [91, 626, 168, 639]
- fires-paragraph: Wright lost his whare and contents and grass and stock, whilst T. B. Scott suffered heavily. None of the residences have been destroyed, but the loss of stock is very great, it being reported that Elliott lost 800 sheep, Mr Parham 200 and Newton Bros. a like number.: [972, 88, 1195, 146]
- perigee-feb: Perigee, 2nd, 0.14 p.m.; Apogee, 17th, 2.47 p.m.: [1208, 1295, 1373, 1305]
- table-cell: 1 p.m.: [169, 640, 193, 651]
- fishing-paragraph: Messrs Rose and McGrath gave great help in rescuing the unfortunates. The boat was recovered. Williams lost his watch and chain, value at £7. Another occupant lost his false teeth, and they all lost their boots, clothing, etc.: [972, 1059, 1195, 1105]
- smokers-read-text: The good thing at last! DERBY Tobacco, FLAKE CUT, in TWO-OUNCE TINS. Try it. SMOKERS PLEASE NOTE.: [972, 1210, 1195, 1245]
- kinohaku-name: KINOHAKU.: [312, 138, 433, 160]
